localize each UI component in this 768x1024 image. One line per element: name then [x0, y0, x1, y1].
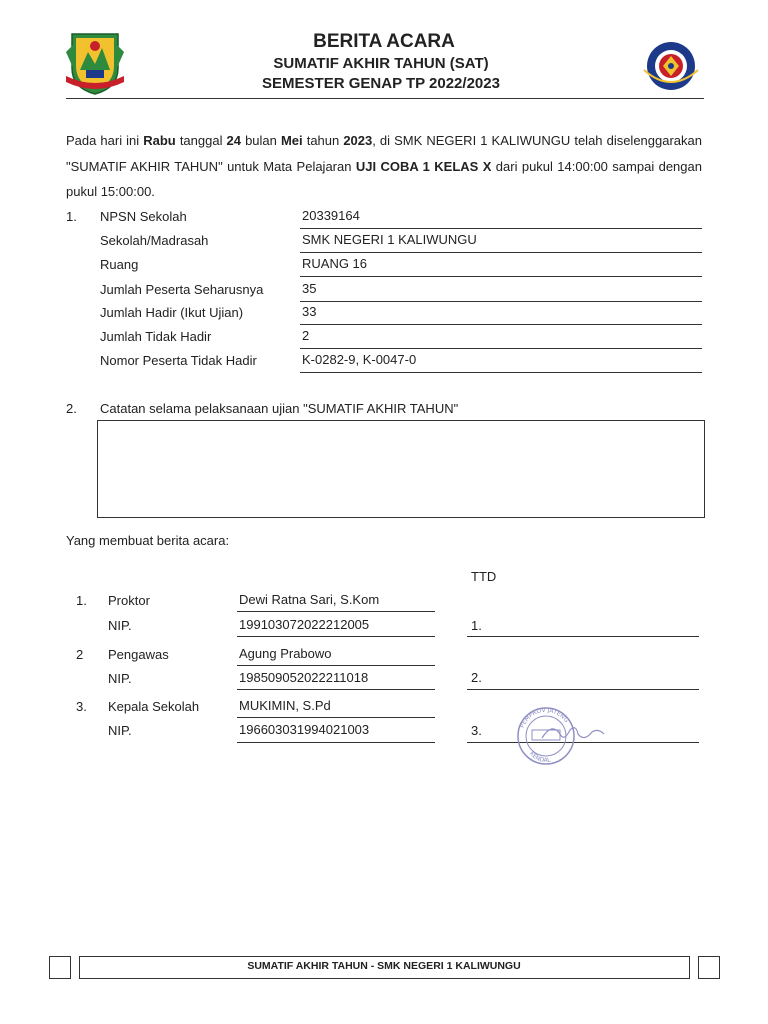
signer-3-number: 3.: [76, 699, 87, 714]
expected-participants-value: 35: [300, 280, 702, 302]
room-label: Ruang: [100, 257, 139, 272]
intro-paragraph: Pada hari ini Rabu tanggal 24 bulan Mei tahun 2023, di SMK NEGERI 1 KALIWUNGU telah diselenggarakan "SUMATIF AKHIR TAHUN" untuk Mata Pelajaran UJI COBA 1 KELAS X dari pukul 14:00:00 sampai dengan pukul 15:00:00.: [66, 133, 702, 199]
signer-1-sign-number: 1.: [471, 618, 482, 633]
exam-day: Rabu: [143, 133, 176, 148]
signer-3-nip: 196603031994021003: [237, 721, 435, 743]
absent-numbers-label: Nomor Peserta Tidak Hadir: [100, 353, 257, 368]
section2-number: 2.: [66, 401, 77, 416]
stamp-bottom-text: KENDAL: [527, 750, 552, 765]
present-label: Jumlah Hadir (Ikut Ujian): [100, 305, 244, 320]
svg-text:KENDAL: [528, 750, 552, 764]
npsn-value: 20339164: [300, 207, 702, 229]
exam-year: 2023: [343, 133, 373, 148]
ttd-label: TTD: [471, 569, 497, 584]
exam-subject: UJI COBA 1 KELAS X: [355, 158, 492, 174]
signer-1-nip: 199103072022212005: [237, 616, 435, 637]
official-stamp: [512, 702, 612, 766]
document-subtitle: SUMATIF AKHIR TAHUN (SAT): [273, 55, 489, 72]
signer-2-number: 2: [76, 647, 84, 662]
footer-left-box: [49, 956, 71, 979]
stamp-top-text: PEMPROV JATENG: [518, 706, 571, 729]
footer-text: SUMATIF AKHIR TAHUN - SMK NEGERI 1 KALIWUNGU: [247, 960, 521, 972]
semester-title: SEMESTER GENAP TP 2022/2023: [262, 75, 500, 92]
footer-right-box: [698, 956, 720, 979]
section1-number: 1.: [66, 209, 77, 224]
school-label: Sekolah/Madrasah: [100, 233, 209, 248]
absent-numbers-value: K-0282-9, K-0047-0: [300, 351, 702, 373]
signer-1-number: 1.: [76, 593, 87, 608]
expected-participants-label: Jumlah Peserta Seharusnya: [100, 282, 264, 297]
signer-2-sign-number: 2.: [471, 670, 482, 685]
signer-1-name: Dewi Ratna Sari, S.Kom: [237, 591, 435, 612]
exam-date: 24: [226, 133, 242, 148]
room-value: RUANG 16: [300, 255, 702, 277]
signer-1-nip-label: NIP.: [108, 618, 132, 633]
signer-2-name: Agung Prabowo: [237, 645, 435, 666]
signatures-intro: Yang membuat berita acara:: [66, 533, 230, 548]
signer-3-nip-label: NIP.: [108, 723, 132, 738]
signer-2-nip-label: NIP.: [108, 671, 132, 686]
present-value: 33: [300, 303, 702, 325]
absent-label: Jumlah Tidak Hadir: [100, 329, 212, 344]
npsn-label: NPSN Sekolah: [100, 209, 187, 224]
notes-label: Catatan selama pelaksanaan ujian "SUMATIF AKHIR TAHUN": [100, 401, 459, 416]
signer-2-signature-line: [467, 689, 699, 690]
header-divider: [66, 98, 704, 99]
exam-month: Mei: [280, 133, 303, 148]
absent-value: 2: [300, 327, 702, 349]
signer-3-name: MUKIMIN, S.Pd: [237, 697, 435, 718]
signer-2-role: Pengawas: [108, 647, 169, 662]
signer-2-nip: 198509052022211018: [237, 669, 435, 690]
notes-box[interactable]: [97, 420, 705, 518]
signer-1-role: Proktor: [108, 593, 150, 608]
document-title: BERITA ACARA: [313, 31, 455, 52]
signer-1-signature-line: [467, 636, 699, 637]
school-value: SMK NEGERI 1 KALIWUNGU: [300, 231, 702, 253]
signer-3-role: Kepala Sekolah: [108, 699, 200, 714]
signer-3-sign-number: 3.: [471, 723, 482, 738]
